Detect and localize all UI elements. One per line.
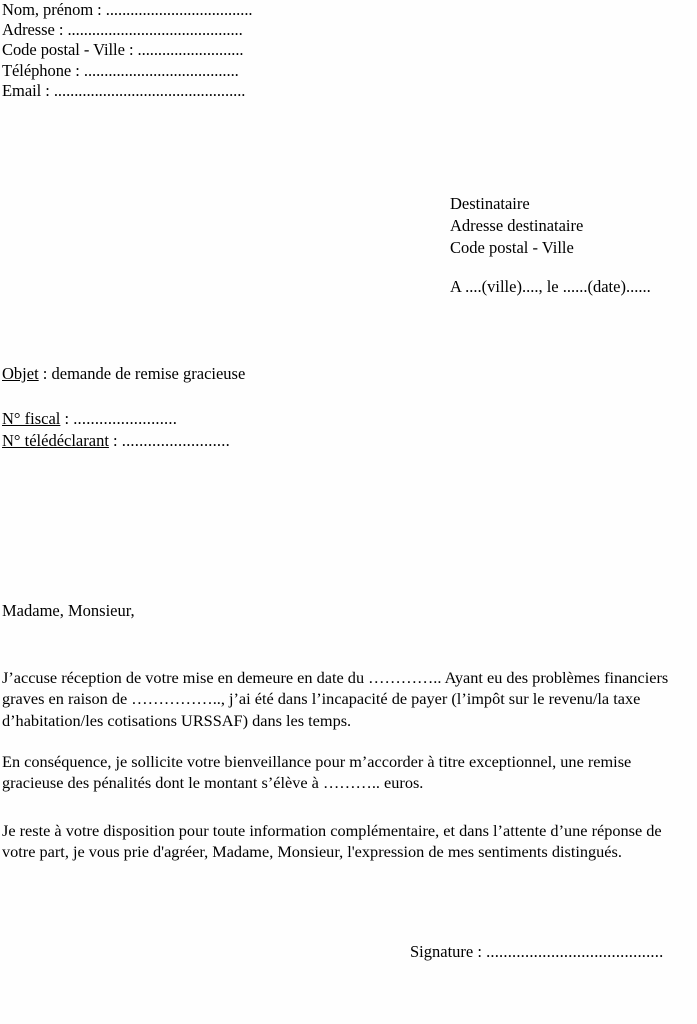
body-paragraph-3: Je reste à votre disposition pour toute information complémentaire, et dans l’attente d’une réponse de votre part, je vous prie d'agréer, Madame, Monsieur, l'expression de mes sentiments distingués.	[2, 821, 662, 862]
teledeclarant-number-separator: :	[108, 430, 122, 450]
fiscal-number-line	[2, 408, 230, 430]
sender-address-line: Adresse : ...........................................	[2, 20, 243, 40]
sender-phone-line: Téléphone : ......................................	[2, 60, 239, 80]
recipient-address-block	[450, 193, 583, 258]
signature-line	[410, 942, 663, 962]
object-separator: :	[38, 364, 52, 383]
signature-leader: .........................................	[486, 942, 664, 961]
body-paragraph-2: En conséquence, je sollicite votre bienveillance pour m’accorder à titre exceptionnel, une remise gracieuse des pénalités dont le montant s’élève à ……….. euros.	[2, 752, 632, 793]
sender-address-block	[2, 0, 253, 101]
reference-numbers-block	[2, 408, 230, 451]
recipient-postal-city-line: Code postal - Ville	[450, 237, 574, 257]
teledeclarant-number-value: .........................	[121, 430, 230, 450]
teledeclarant-number-line	[2, 430, 230, 452]
fiscal-number-separator: :	[60, 409, 74, 428]
object-line	[2, 364, 245, 384]
teledeclarant-number-label: N° télédéclarant	[2, 430, 109, 450]
recipient-address-line: Adresse destinataire	[450, 215, 584, 235]
sender-email-line: Email : ...............................................	[2, 80, 246, 100]
signature-label: Signature :	[410, 942, 487, 961]
object-label: Objet	[2, 364, 39, 383]
fiscal-number-label: N° fiscal	[2, 409, 61, 428]
sender-postal-city-line: Code postal - Ville : ..........................	[2, 40, 244, 60]
object-value: demande de remise gracieuse	[51, 364, 246, 383]
place-and-date-line: A ....(ville)...., le ......(date)......	[450, 277, 651, 296]
body-paragraph-1: J’accuse réception de votre mise en demeure en date du ………….. Ayant eu des problèmes financiers graves en raison de …………….., j’ai été dans l’incapacité de payer (l’impôt sur le revenu/la taxe d’habitation/les cotisations URSSAF) dans les temps.	[2, 668, 669, 730]
recipient-name-line: Destinataire	[450, 194, 530, 213]
fiscal-number-value: ........................	[73, 409, 178, 428]
salutation-line: Madame, Monsieur,	[2, 601, 135, 620]
sender-name-line: Nom, prénom : ....................................	[2, 0, 253, 19]
